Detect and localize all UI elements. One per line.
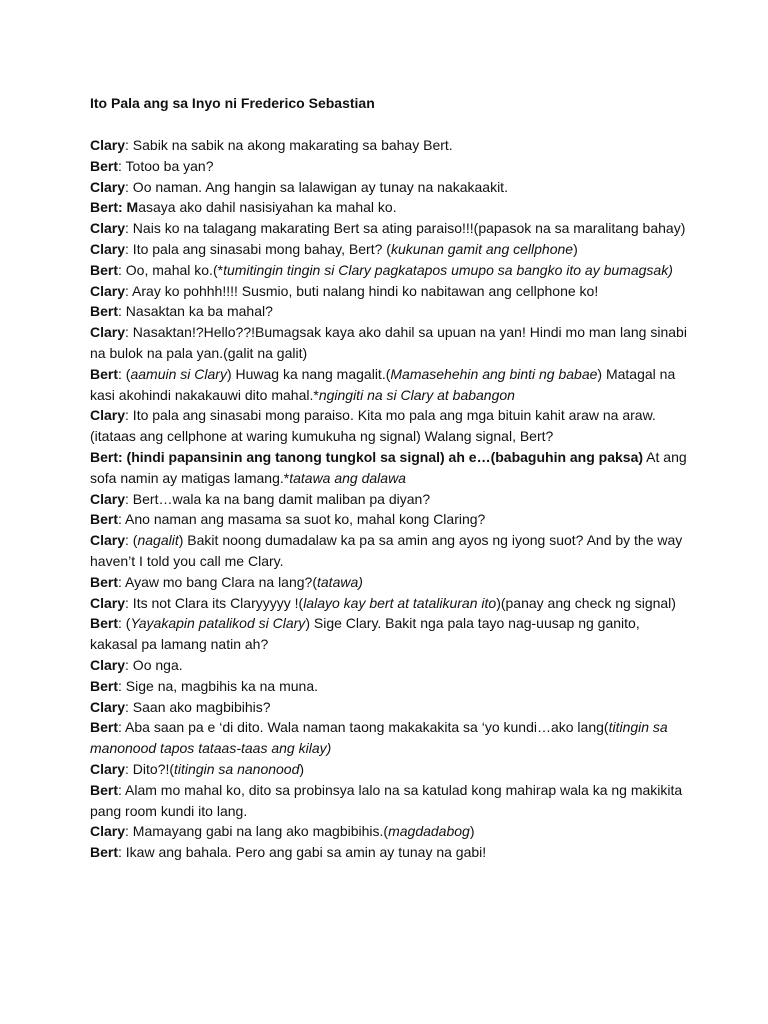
dialogue-text: : Ayaw mo bang Clara na lang?( xyxy=(118,573,317,590)
dialogue-text: : ( xyxy=(118,365,131,382)
dialogue-text: : Ano naman ang masama sa suot ko, mahal kong Claring? xyxy=(118,511,486,528)
speaker-name: Clary xyxy=(90,656,126,673)
dialogue-text: : ( xyxy=(118,615,131,632)
speaker-name: Bert xyxy=(90,511,119,528)
dialogue-line xyxy=(90,281,690,302)
dialogue-line xyxy=(90,197,690,218)
speaker-name: Clary xyxy=(90,220,126,237)
dialogue-text: : Nasaktan!?Hello??!Bumagsak kaya ako dahil sa upuan na yan! Hindi mo man lang sinabi na bulok na pala yan.(galit na galit) xyxy=(90,324,687,361)
dialogue-line xyxy=(90,218,690,239)
dialogue-text: : Sabik na sabik na akong makarating sa bahay Bert. xyxy=(125,137,453,153)
dialogue-text: : Ito pala ang sinasabi mong bahay, Bert? ( xyxy=(125,240,391,257)
speaker-name: Clary xyxy=(90,594,126,611)
stage-direction: nagalit xyxy=(137,532,179,549)
stage-direction: lalayo kay bert at tatalikuran ito xyxy=(303,594,497,611)
dialogue-text: : Nais ko na talagang makarating Bert sa ating paraiso!!!(papasok na sa maralitang bahay) xyxy=(125,220,686,237)
stage-direction: titingin sa manonood tapos tataas-taas ang kilay) xyxy=(90,719,668,757)
dialogue-line xyxy=(90,509,690,530)
stage-direction: tumitingin tingin si Clary pagkatapos umupo sa bangko ito ay bumagsak) xyxy=(223,261,673,278)
speaker-name: Clary xyxy=(90,760,126,777)
dialogue-line xyxy=(90,177,690,198)
speaker-name: Bert xyxy=(90,303,119,320)
speaker-name: Bert xyxy=(90,781,119,798)
dialogue-line xyxy=(90,759,690,780)
dialogue-line xyxy=(90,613,690,655)
dialogue-line xyxy=(90,530,690,572)
dialogue-text: : Ito pala ang sinasabi mong paraiso. Kita mo pala ang mga bituin kahit araw na araw. (itataas ang cellphone at waring kumukuha ng signal) Walang signal, Bert? xyxy=(90,407,656,445)
stage-direction: kukunan gamit ang cellphone xyxy=(390,240,574,257)
stage-direction: Mamasehehin ang binti ng babae xyxy=(390,365,598,382)
dialogue-line xyxy=(90,842,690,863)
dialogue-text: : Sige na, magbihis ka na muna. xyxy=(118,677,319,694)
dialogue-text: : Ikaw ang bahala. Pero ang gabi sa amin ay tunay na gabi! xyxy=(118,844,487,861)
dialogue-text: : Oo naman. Ang hangin sa lalawigan ay tunay na nakakaakit. xyxy=(125,178,508,195)
speaker-name: Clary xyxy=(90,490,126,507)
dialogue-text: : Nasaktan ka ba mahal? xyxy=(118,303,273,320)
dialogue-text: : Oo nga. xyxy=(125,656,183,673)
speaker-name: Bert xyxy=(90,261,119,278)
dialogue-text: )(panay ang check ng signal) xyxy=(496,594,676,611)
speaker-name: Clary xyxy=(90,823,126,840)
stage-direction: titingin sa nanonood xyxy=(174,760,300,777)
speaker-name: Bert xyxy=(90,677,119,694)
speaker-name: Bert xyxy=(90,365,119,382)
stage-direction: tatawa) xyxy=(317,573,363,590)
dialogue-text: ) Sige Clary. Bakit nga pala tayo nag-uusap ng ganito, kakasal pa lamang natin ah? xyxy=(90,615,640,653)
dialogue-line xyxy=(90,364,690,406)
dialogue-body xyxy=(90,135,690,863)
dialogue-text: : Totoo ba yan? xyxy=(118,157,214,174)
dialogue-line xyxy=(90,489,690,510)
dialogue-line xyxy=(90,697,690,718)
dialogue-text: : Its not Clara its Claryyyyy !( xyxy=(125,594,304,611)
dialogue-text: ) Huwag ka nang magalit.( xyxy=(226,365,391,382)
stage-direction: ngingiti na si Clary at babangon xyxy=(318,386,515,403)
dialogue-text: At ang sofa namin ay matigas lamang.* xyxy=(90,448,687,486)
dialogue-line xyxy=(90,322,690,364)
speaker-name: Bert xyxy=(90,719,119,736)
dialogue-text: ) xyxy=(299,760,305,777)
dialogue-line xyxy=(90,572,690,593)
stage-direction: magdadabog xyxy=(388,823,470,840)
dialogue-line xyxy=(90,780,690,822)
dialogue-text: : Dito?!( xyxy=(125,760,175,777)
dialogue-line xyxy=(90,655,690,676)
dialogue-text: ) xyxy=(573,240,578,257)
dialogue-text: asaya ako dahil nasisiyahan ka mahal ko. xyxy=(138,199,397,216)
speaker-name: Bert xyxy=(90,573,119,590)
dialogue-text: : Alam mo mahal ko, dito sa probinsya lalo na sa katulad kong mahirap wala ka ng makikita pang room kundi ito lang. xyxy=(90,781,683,819)
dialogue-text: : Oo, mahal ko.(* xyxy=(118,261,224,278)
dialogue-line xyxy=(90,717,690,759)
speaker-name: Clary xyxy=(90,698,126,715)
speaker-name: Bert: M xyxy=(90,199,139,216)
speaker-name: Bert xyxy=(90,615,119,632)
stage-direction: aamuin si Clary xyxy=(130,365,227,382)
speaker-name: Bert: (hindi papansinin ang tanong tungkol sa signal) ah e…(babaguhin ang paksa) xyxy=(90,448,644,465)
speaker-name: Clary xyxy=(90,282,126,299)
dialogue-line xyxy=(90,156,690,177)
dialogue-line xyxy=(90,447,690,489)
dialogue-line xyxy=(90,301,690,322)
dialogue-text: : Aray ko pohhh!!!! Susmio, buti nalang hindi ko nabitawan ang cellphone ko! xyxy=(125,282,599,299)
speaker-name: Clary xyxy=(90,532,126,549)
speaker-name: Bert xyxy=(90,844,119,861)
stage-direction: Yayakapin patalikod si Clary xyxy=(130,615,306,632)
speaker-name: Clary xyxy=(90,137,126,153)
dialogue-line xyxy=(90,676,690,697)
document-title: Ito Pala ang sa Inyo ni Frederico Sebastian xyxy=(90,95,375,111)
dialogue-text: : ( xyxy=(125,532,138,549)
dialogue-text: ) xyxy=(469,823,475,840)
dialogue-line xyxy=(90,260,690,281)
speaker-name: Clary xyxy=(90,178,126,195)
speaker-name: Clary xyxy=(90,240,126,257)
speaker-name: Clary xyxy=(90,407,126,424)
dialogue-text: ) Matagal na kasi akohindi nakakauwi dito mahal.* xyxy=(90,365,676,403)
dialogue-line xyxy=(90,821,690,842)
dialogue-text: : Aba saan pa e ‘di dito. Wala naman taong makakakita sa ‘yo kundi…ako lang( xyxy=(118,719,609,736)
dialogue-line xyxy=(90,405,690,447)
dialogue-line xyxy=(90,593,690,614)
dialogue-line xyxy=(90,239,690,260)
dialogue-text: : Saan ako magbibihis? xyxy=(125,698,271,715)
dialogue-text: : Bert…wala ka na bang damit maliban pa diyan? xyxy=(125,490,431,507)
dialogue-line xyxy=(90,135,690,156)
dialogue-text: ) Bakit noong dumadalaw ka pa sa amin ang ayos ng iyong suot? And by the way haven’t I told you call me Clary. xyxy=(90,532,683,569)
speaker-name: Bert xyxy=(90,157,119,174)
speaker-name: Clary xyxy=(90,324,126,341)
stage-direction: tatawa ang dalawa xyxy=(289,469,406,486)
dialogue-text: : Mamayang gabi na lang ako magbibihis.( xyxy=(125,823,389,840)
